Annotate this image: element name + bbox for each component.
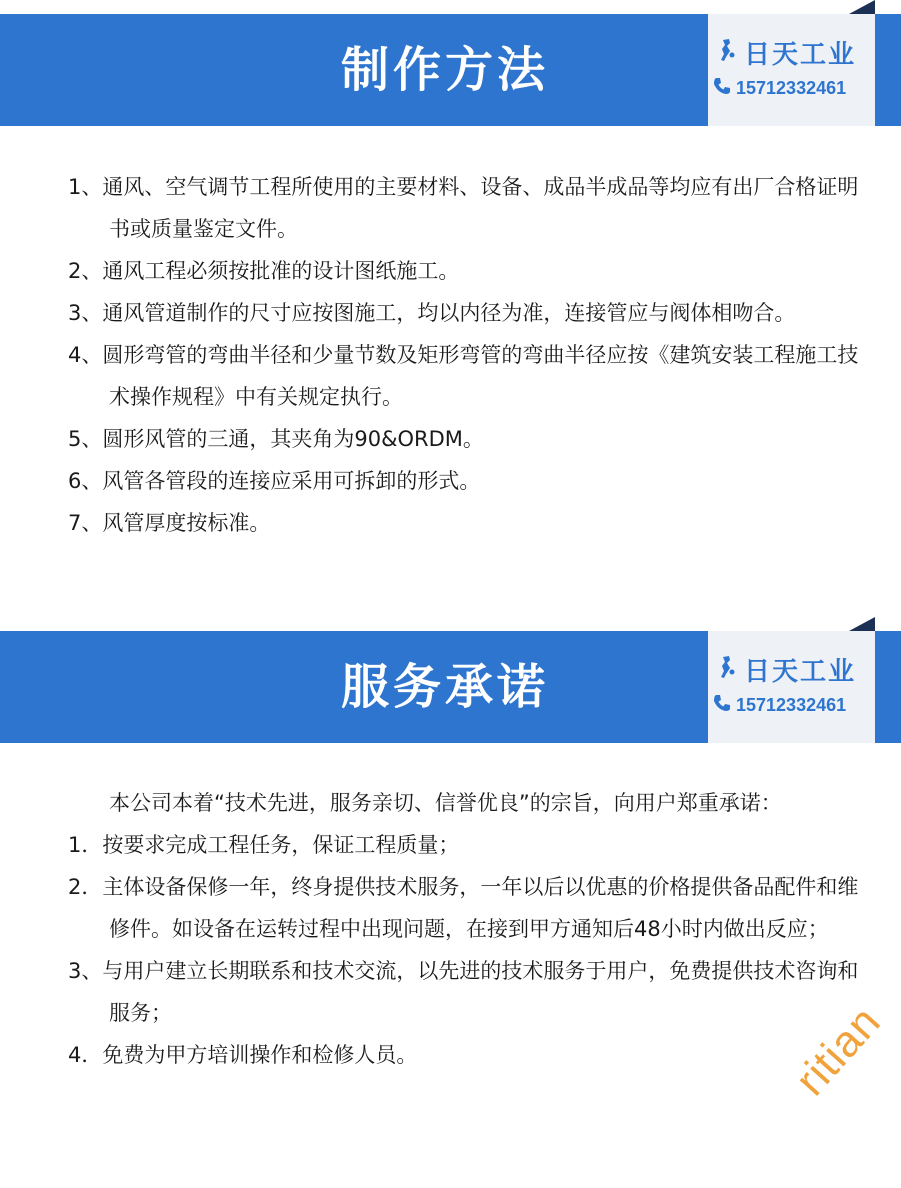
list-item: 5、圆形风管的三通，其夹角为90&ORDM。 — [68, 427, 484, 451]
section-banner-service — [0, 631, 901, 743]
brand-name-row — [718, 36, 856, 68]
methods-list — [68, 166, 868, 544]
brand-phone-row — [712, 693, 846, 717]
list-item: 2、通风工程必须按批准的设计图纸施工。 — [68, 259, 460, 283]
corner-fold — [849, 617, 875, 631]
list-item: 3、通风管道制作的尺寸应按图施工，均以内径为准，连接管应与阀体相吻合。 — [68, 301, 796, 325]
watermark: ritian — [786, 996, 891, 1105]
brand-phone: 15712332461 — [736, 77, 847, 98]
section-title: 服务承诺 — [340, 659, 549, 715]
list-item: 4、圆形弯管的弯曲半径和少量节数及矩形弯管的弯曲半径应按《建筑安装工程施工技术操作规程》中有关规定执行。 — [68, 343, 859, 409]
corner-fold — [849, 0, 875, 14]
brand-box — [708, 631, 875, 743]
list-item: 2．主体设备保修一年，终身提供技术服务，一年以后以优惠的价格提供备品配件和维修件。如设备在运转过程中出现问题，在接到甲方通知后48小时内做出反应； — [68, 875, 859, 941]
hand-tool-icon — [718, 654, 738, 684]
brand-phone: 15712332461 — [736, 694, 847, 715]
intro-paragraph: 本公司本着“技术先进，服务亲切、信誉优良”的宗旨，向用户郑重承诺： — [109, 791, 782, 815]
list-item: 6、风管各管段的连接应采用可拆卸的形式。 — [68, 469, 481, 493]
phone-icon — [712, 76, 732, 100]
list-item: 3、与用户建立长期联系和技术交流，以先进的技术服务于用户，免费提供技术咨询和服务； — [68, 959, 859, 1025]
service-list — [68, 782, 868, 1076]
section-banner-methods — [0, 14, 901, 126]
brand-box — [708, 14, 875, 126]
list-item: 1．按要求完成工程任务，保证工程质量； — [68, 833, 460, 857]
brand-name: 日天工业 — [744, 39, 857, 70]
section-title: 制作方法 — [340, 42, 549, 98]
brand-name-row — [718, 653, 856, 685]
list-item: 1、通风、空气调节工程所使用的主要材料、设备、成品半成品等均应有出厂合格证明书或质量鉴定文件。 — [68, 175, 859, 241]
list-item: 4．免费为甲方培训操作和检修人员。 — [68, 1043, 418, 1067]
list-item: 7、风管厚度按标准。 — [68, 511, 271, 535]
brand-name: 日天工业 — [744, 656, 857, 687]
hand-tool-icon — [718, 37, 738, 67]
brand-phone-row — [712, 76, 846, 100]
phone-icon — [712, 693, 732, 717]
